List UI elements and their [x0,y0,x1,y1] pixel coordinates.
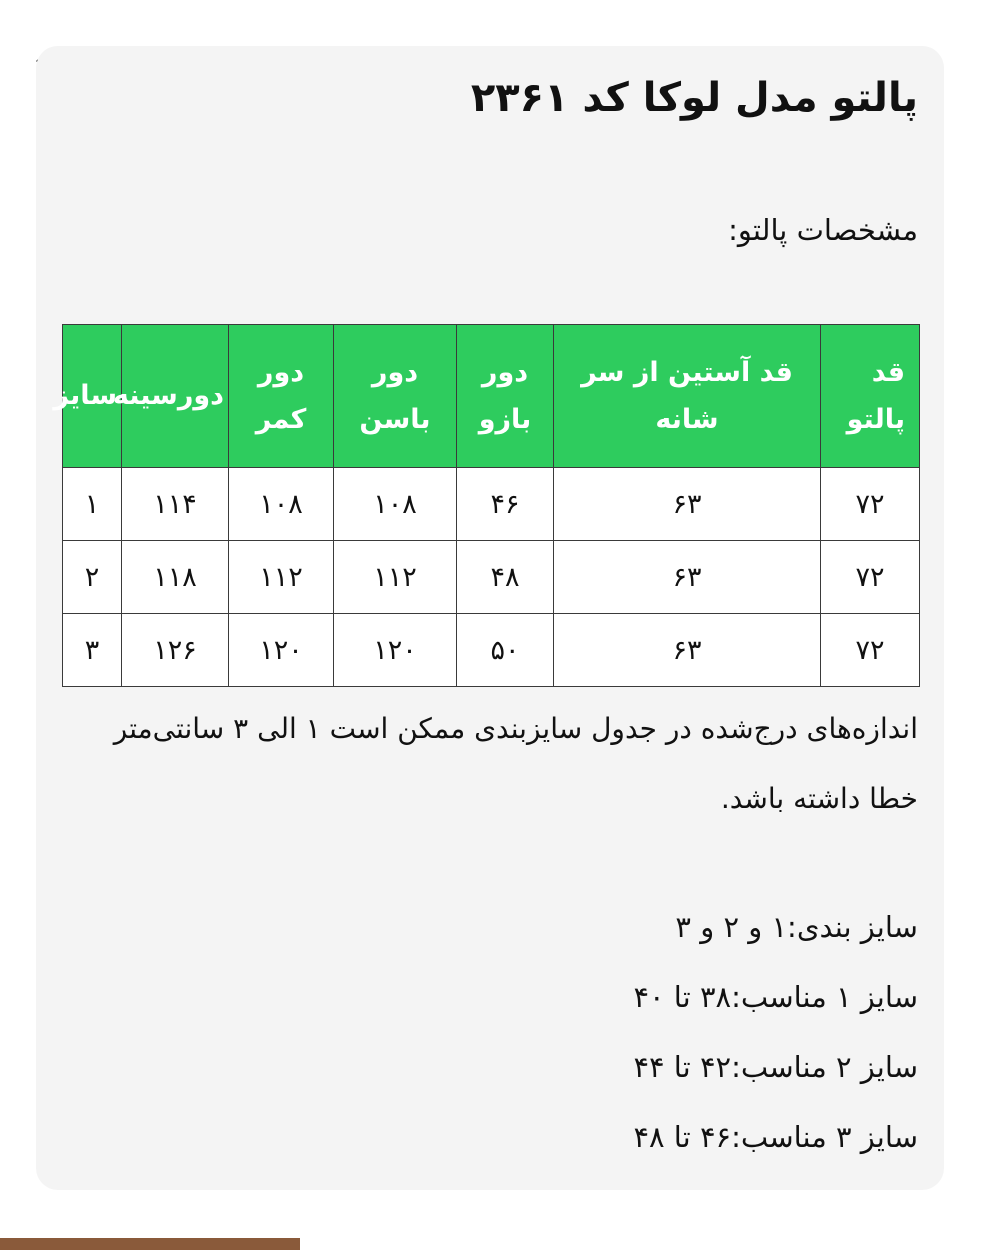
list-item: سایز ۱ مناسب:۳۸ تا ۴۰ [633,980,918,1014]
background-image-strip [0,1238,300,1250]
header-waist: دور کمر [229,325,334,468]
header-sleeve-length: قد آستین از سر شانه [554,325,821,468]
table-cell: ۴۶ [457,468,554,541]
table-cell: ۱۱۲ [229,541,334,614]
table-cell: ۶۳ [554,614,821,687]
table-cell: ۷۲ [821,468,920,541]
table-cell: ۱۰۸ [334,468,457,541]
table-cell: ۵۰ [457,614,554,687]
size-chart-table [53,324,920,687]
table-cell: ۷۲ [821,541,920,614]
table-cell: ۱۱۸ [122,541,229,614]
table-cell: ۳ [63,614,122,687]
table-cell: ۱۱۲ [334,541,457,614]
table-row [63,468,920,541]
table-cell: ۱۲۶ [122,614,229,687]
specs-heading: مشخصات پالتو: [728,213,918,247]
header-arm: دور بازو [457,325,554,468]
table-cell: ۶۳ [554,541,821,614]
size-fit-list [218,892,918,1172]
size-accuracy-note: اندازه‌های درج‌شده در جدول سایزبندی ممکن است ۱ الی ۳ سانتی‌متر خطا داشته باشد. [113,712,918,815]
list-item: سایز بندی:۱ و ۲ و ۳ [675,910,918,944]
header-coat-length: قد پالتو [821,325,920,468]
product-details-sheet [36,46,944,1190]
table-cell: ۱۰۸ [229,468,334,541]
list-item: سایز ۳ مناسب:۴۶ تا ۴۸ [633,1120,918,1154]
table-cell: ۴۸ [457,541,554,614]
table-cell: ۱۲۰ [229,614,334,687]
list-item: سایز ۲ مناسب:۴۲ تا ۴۴ [633,1050,918,1084]
table-cell: ۱۱۴ [122,468,229,541]
table-cell: ۱ [63,468,122,541]
table-cell: ۷۲ [821,614,920,687]
table-header-row [63,325,920,468]
table-cell: ۱۲۰ [334,614,457,687]
table-row [63,614,920,687]
header-size: سایز [63,325,122,468]
table-cell: ۲ [63,541,122,614]
header-chest: دورسینه [122,325,229,468]
header-hip: دور باسن [334,325,457,468]
table-row [63,541,920,614]
product-title: پالتو مدل لوکا کد ۲۳۶۱ [470,75,918,121]
table-cell: ۶۳ [554,468,821,541]
